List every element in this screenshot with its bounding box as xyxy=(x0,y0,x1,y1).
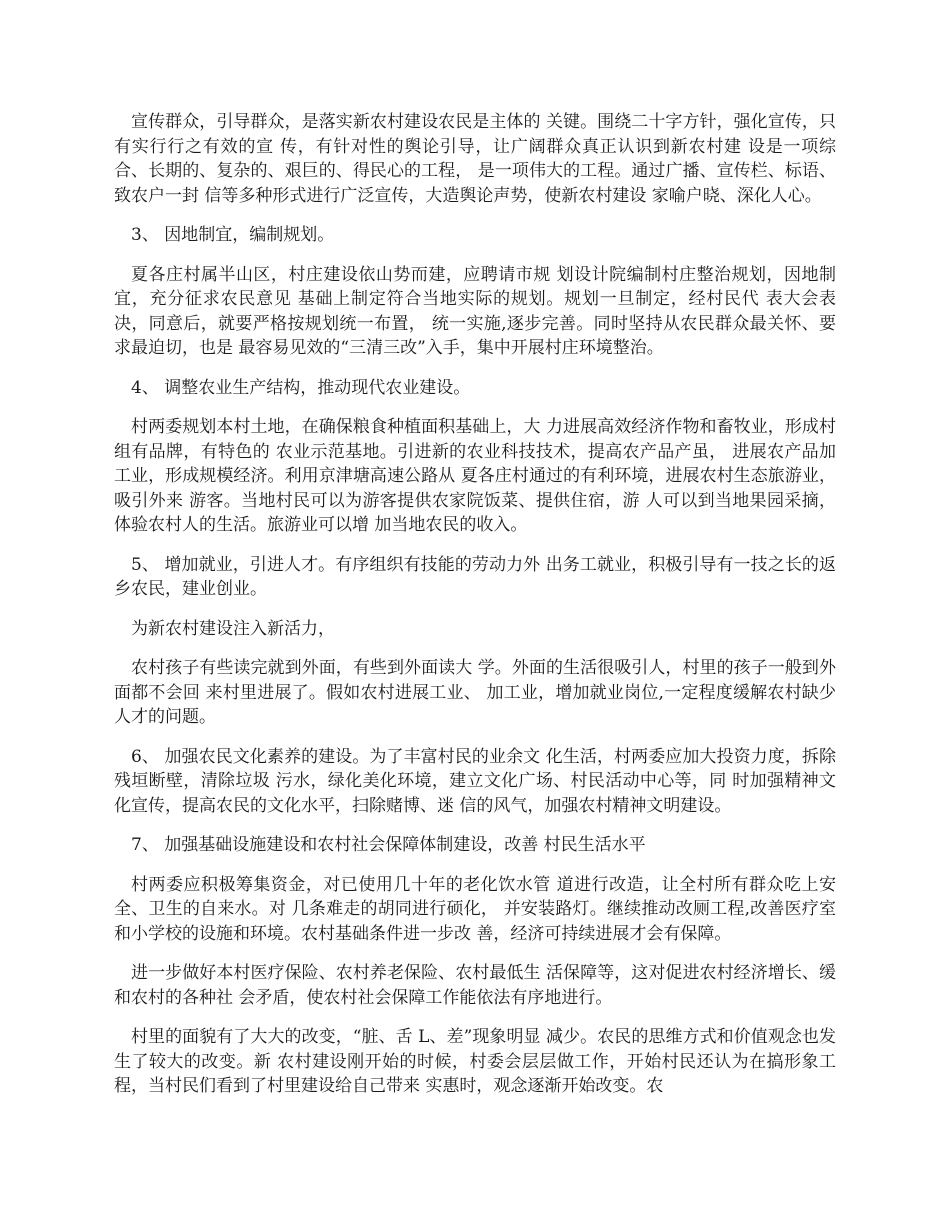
paragraph-agriculture: 村两委规划本村土地，在确保粮食种植面积基础上，大 力进展高效经济作物和畜牧业，形成村组有品牌，有特色的 农业示范基地。引进新的农业科技技术，提高农产品产虽， 进展农产品加工业，形成规模经济。利用京津塘高速公路从 夏各庄村通过的有利环境，进展农村生态旅游业，吸引外来 游客。当地村民可以为游客提供农家院饭菜、提供住宿，游 人可以到当地果园采摘，体验农村人的生活。旅游业可以增 加当地农民的收入。 xyxy=(114,417,836,535)
document-page xyxy=(114,110,836,1114)
paragraph-social-security: 进一步做好本村医疗保险、农村养老保险、农村最低生 活保障等，这对促进农村经济增长、缓和农村的各种社 会矛盾，使农村社会保障工作能依法有序地进行。 xyxy=(114,963,836,1008)
paragraph-publicity: 宣传群众，引导群众，是落实新农村建设农民是主体的 关键。围绕二十字方针，强化宣传，只有实行行之有效的宣 传，有针对性的舆论引导，让广阔群众真正认识到新农村建 设是一项综合、长期的、复杂的、艰巨的、得民心的工程， 是一项伟大的工程。通过广播、宣传栏、标语、致农户一封 信等多种形式进行广泛宣传，大造舆论声势，使新农村建设 家喻户晓、深化人心。 xyxy=(114,112,836,206)
heading-3-planning: 3、 因地制宜，编制规划。 xyxy=(131,225,335,245)
paragraph-talent: 农村孩子有些读完就到外面，有些到外面读大 学。外面的生活很吸引人，村里的孩子一般到外面都不会回 来村里进展了。假如农村进展工业、 加工业，增加就业岗位,一定程度缓解农村缺少人才的问题。 xyxy=(114,658,836,727)
paragraph-new-vitality: 为新农村建设注入新活力， xyxy=(131,618,335,639)
paragraph-infrastructure: 村两委应积极筹集资金，对已使用几十年的老化饮水管 道进行改造，让全村所有群众吃上安全、卫生的自来水。对 几条难走的胡同进行硕化， 并安装路灯。继续推动改厕工程,改善医疗室和小学校的设施和环境。农村基础条件进一步改 善，经济可持续进展才会有保障。 xyxy=(114,874,836,944)
paragraph-planning: 夏各庄村属半山区，村庄建设依山势而建，应聘请市规 划设计院编制村庄整治规划，因地制宜，充分征求农民意见 基础上制定符合当地实际的规划。规划一旦制定，经村民代 表大会表决，同意后，就要严格按规划统一布置， 统一实施,逐步完善。同时坚持从农民群众最关怀、要求最迫切，也是 最容易见效的“三清三改”入手，集中开展村庄环境整治。 xyxy=(114,264,836,358)
heading-6-culture: 6、 加强农民文化素养的建设。为了丰富村民的业余文 化生活，村两委应加大投资力度，拆除残垣断壁，清除垃圾 污水，绿化美化环境，建立文化广场、村民活动中心等，同 时加强精神文化宣传，提高农民的文化水平，扫除赌博、迷 信的风气，加强农村精神文明建设。 xyxy=(114,746,836,816)
heading-7-infrastructure: 7、 加强基础设施建设和农村社会保障体制建设，改善 村民生活水平 xyxy=(131,835,646,855)
paragraph-village-change: 村里的面貌有了大大的改变，“脏、舌 L、差”现象明显 减少。农民的思维方式和价值观念也发生了较大的改变。新 农村建设刚开始的时候，村委会层层做工作，开始村民还认为在搞形象工程，当村民们看到了村里建设给自己带来 实惠时，观念逐渐开始改变。农 xyxy=(114,1027,836,1096)
heading-4-agriculture: 4、 调整农业生产结构，推动现代农业建设。 xyxy=(131,377,471,398)
heading-5-employment: 5、 增加就业，引进人才。有序组织有技能的劳动力外 出务工就业，积极引导有一技之长的返乡农民，建业创业。 xyxy=(114,554,836,599)
